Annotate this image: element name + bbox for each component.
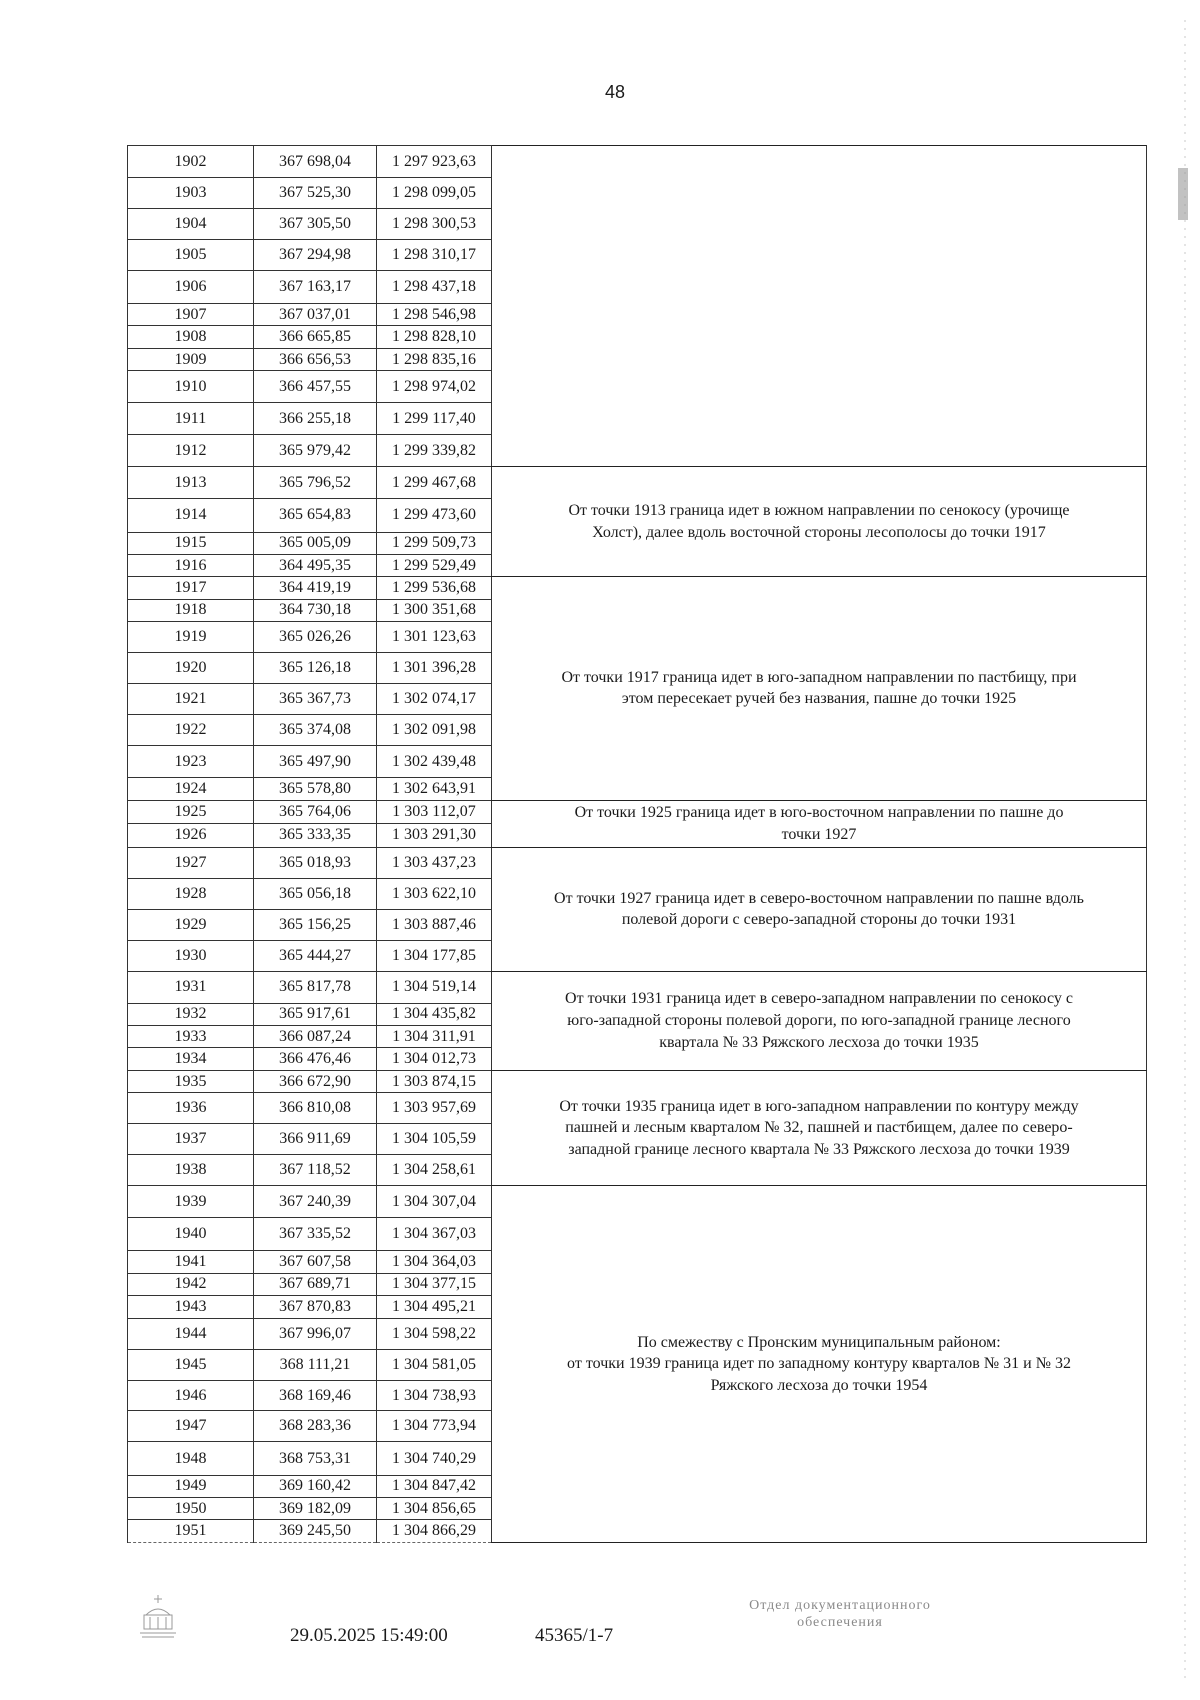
description-line: квартала № 33 Ряжского лесхоза до точки 1935	[659, 1033, 979, 1051]
x-coordinate-cell: 367 240,39	[254, 1186, 377, 1218]
boundary-description-cell	[492, 1070, 1147, 1185]
x-coordinate-cell: 366 656,53	[254, 348, 377, 370]
x-coordinate-cell: 367 525,30	[254, 178, 377, 209]
point-number-cell: 1928	[128, 878, 254, 909]
y-coordinate-cell: 1 303 437,23	[377, 847, 492, 878]
x-coordinate-cell: 365 126,18	[254, 653, 377, 684]
description-line: от точки 1939 граница идет по западному контуру кварталов № 31 и № 32	[567, 1355, 1071, 1373]
point-number-cell: 1908	[128, 326, 254, 348]
point-number-cell: 1924	[128, 778, 254, 800]
y-coordinate-cell: 1 304 258,61	[377, 1155, 492, 1186]
boundary-description-cell	[492, 146, 1147, 467]
point-number-cell: 1904	[128, 209, 254, 240]
y-coordinate-cell: 1 304 012,73	[377, 1048, 492, 1070]
y-coordinate-cell: 1 297 923,63	[377, 146, 492, 178]
x-coordinate-cell: 365 817,78	[254, 971, 377, 1003]
y-coordinate-cell: 1 298 546,98	[377, 304, 492, 326]
x-coordinate-cell: 367 335,52	[254, 1218, 377, 1251]
x-coordinate-cell: 365 979,42	[254, 435, 377, 467]
y-coordinate-cell: 1 304 377,15	[377, 1273, 492, 1295]
point-number-cell: 1938	[128, 1155, 254, 1186]
point-number-cell: 1932	[128, 1003, 254, 1025]
x-coordinate-cell: 365 156,25	[254, 909, 377, 940]
x-coordinate-cell: 367 698,04	[254, 146, 377, 178]
x-coordinate-cell: 366 255,18	[254, 403, 377, 435]
point-number-cell: 1926	[128, 824, 254, 848]
x-coordinate-cell: 367 037,01	[254, 304, 377, 326]
x-coordinate-cell: 368 283,36	[254, 1411, 377, 1442]
point-number-cell: 1944	[128, 1318, 254, 1349]
description-line: От точки 1931 граница идет в северо-западном направлении по сенокосу с	[565, 990, 1073, 1008]
x-coordinate-cell: 366 810,08	[254, 1093, 377, 1124]
point-number-cell: 1934	[128, 1048, 254, 1070]
x-coordinate-cell: 367 163,17	[254, 270, 377, 303]
x-coordinate-cell: 368 169,46	[254, 1380, 377, 1411]
y-coordinate-cell: 1 298 310,17	[377, 239, 492, 270]
y-coordinate-cell: 1 298 835,16	[377, 348, 492, 370]
y-coordinate-cell: 1 304 738,93	[377, 1380, 492, 1411]
point-number-cell: 1903	[128, 178, 254, 209]
x-coordinate-cell: 366 476,46	[254, 1048, 377, 1070]
y-coordinate-cell: 1 304 773,94	[377, 1411, 492, 1442]
y-coordinate-cell: 1 299 529,49	[377, 554, 492, 576]
x-coordinate-cell: 365 497,90	[254, 746, 377, 778]
point-number-cell: 1914	[128, 499, 254, 532]
point-number-cell: 1913	[128, 467, 254, 499]
x-coordinate-cell: 366 087,24	[254, 1026, 377, 1048]
point-number-cell: 1942	[128, 1273, 254, 1295]
x-coordinate-cell: 367 305,50	[254, 209, 377, 240]
x-coordinate-cell: 366 457,55	[254, 371, 377, 403]
point-number-cell: 1941	[128, 1251, 254, 1273]
footer-document-number: 45365/1-7	[535, 1625, 614, 1646]
point-number-cell: 1927	[128, 847, 254, 878]
boundary-description-cell	[492, 971, 1147, 1070]
y-coordinate-cell: 1 298 300,53	[377, 209, 492, 240]
y-coordinate-cell: 1 302 643,91	[377, 778, 492, 800]
x-coordinate-cell: 366 911,69	[254, 1124, 377, 1155]
point-number-cell: 1935	[128, 1070, 254, 1092]
y-coordinate-cell: 1 298 099,05	[377, 178, 492, 209]
y-coordinate-cell: 1 302 091,98	[377, 715, 492, 746]
y-coordinate-cell: 1 304 598,22	[377, 1318, 492, 1349]
x-coordinate-cell: 369 245,50	[254, 1520, 377, 1543]
x-coordinate-cell: 367 294,98	[254, 239, 377, 270]
x-coordinate-cell: 368 111,21	[254, 1349, 377, 1380]
point-number-cell: 1912	[128, 435, 254, 467]
table-row	[128, 800, 1147, 824]
point-number-cell: 1910	[128, 371, 254, 403]
y-coordinate-cell: 1 304 364,03	[377, 1251, 492, 1273]
y-coordinate-cell: 1 304 581,05	[377, 1349, 492, 1380]
y-coordinate-cell: 1 304 740,29	[377, 1442, 492, 1475]
point-number-cell: 1915	[128, 532, 254, 554]
y-coordinate-cell: 1 303 622,10	[377, 878, 492, 909]
scan-edge-marks	[1176, 0, 1190, 1695]
point-number-cell: 1902	[128, 146, 254, 178]
table-row	[128, 146, 1147, 178]
x-coordinate-cell: 369 182,09	[254, 1497, 377, 1519]
point-number-cell: 1946	[128, 1380, 254, 1411]
table-row	[128, 577, 1147, 599]
x-coordinate-cell: 367 689,71	[254, 1273, 377, 1295]
description-line: От точки 1935 граница идет в юго-западном направлении по контуру между	[559, 1097, 1079, 1115]
point-number-cell: 1947	[128, 1411, 254, 1442]
description-line: От точки 1917 граница идет в юго-западном направлении по пастбищу, при	[561, 668, 1077, 686]
stamp-emblem-icon	[136, 1593, 180, 1645]
y-coordinate-cell: 1 304 311,91	[377, 1026, 492, 1048]
footer-department-stamp	[690, 1598, 990, 1632]
y-coordinate-cell: 1 303 112,07	[377, 800, 492, 824]
description-line: По смежеству с Пронским муниципальным районом:	[637, 1333, 1001, 1351]
point-number-cell: 1925	[128, 800, 254, 824]
point-number-cell: 1916	[128, 554, 254, 576]
department-line-1: Отдел документационного	[749, 1598, 931, 1613]
point-number-cell: 1920	[128, 653, 254, 684]
x-coordinate-cell: 365 578,80	[254, 778, 377, 800]
department-line-2: обеспечения	[797, 1614, 883, 1630]
y-coordinate-cell: 1 304 519,14	[377, 971, 492, 1003]
x-coordinate-cell: 365 367,73	[254, 684, 377, 715]
x-coordinate-cell: 364 419,19	[254, 577, 377, 599]
description-line: Ряжского лесхоза до точки 1954	[710, 1376, 928, 1394]
y-coordinate-cell: 1 300 351,68	[377, 599, 492, 621]
footer-timestamp: 29.05.2025 15:49:00	[290, 1625, 448, 1646]
y-coordinate-cell: 1 303 957,69	[377, 1093, 492, 1124]
y-coordinate-cell: 1 299 536,68	[377, 577, 492, 599]
y-coordinate-cell: 1 299 339,82	[377, 435, 492, 467]
x-coordinate-cell: 365 654,83	[254, 499, 377, 532]
page-number: 48	[604, 82, 626, 102]
x-coordinate-cell: 366 672,90	[254, 1070, 377, 1092]
point-number-cell: 1943	[128, 1296, 254, 1318]
x-coordinate-cell: 367 607,58	[254, 1251, 377, 1273]
point-number-cell: 1933	[128, 1026, 254, 1048]
point-number-cell: 1922	[128, 715, 254, 746]
x-coordinate-cell: 365 005,09	[254, 532, 377, 554]
coordinates-table-wrap	[127, 145, 1147, 1543]
boundary-description-cell	[492, 1186, 1147, 1543]
point-number-cell: 1919	[128, 622, 254, 653]
description-line: От точки 1925 граница идет в юго-восточном направлении по пашне до	[574, 804, 1064, 822]
point-number-cell: 1948	[128, 1442, 254, 1475]
point-number-cell: 1923	[128, 746, 254, 778]
description-line: этом пересекает ручей без названия, пашне до точки 1925	[621, 690, 1017, 708]
y-coordinate-cell: 1 303 887,46	[377, 909, 492, 940]
y-coordinate-cell: 1 298 437,18	[377, 270, 492, 303]
y-coordinate-cell: 1 304 435,82	[377, 1003, 492, 1025]
x-coordinate-cell: 365 917,61	[254, 1003, 377, 1025]
y-coordinate-cell: 1 304 866,29	[377, 1520, 492, 1543]
point-number-cell: 1909	[128, 348, 254, 370]
description-line: пашней и лесным кварталом № 32, пашней и пастбищем, далее по северо-	[565, 1119, 1073, 1137]
boundary-description-cell	[492, 800, 1147, 847]
point-number-cell: 1911	[128, 403, 254, 435]
point-number-cell: 1945	[128, 1349, 254, 1380]
x-coordinate-cell: 365 374,08	[254, 715, 377, 746]
x-coordinate-cell: 365 018,93	[254, 847, 377, 878]
description-line: Холст), далее вдоль восточной стороны лесополосы до точки 1917	[592, 523, 1046, 541]
point-number-cell: 1917	[128, 577, 254, 599]
x-coordinate-cell: 365 764,06	[254, 800, 377, 824]
description-line: полевой дороги с северо-западной стороны до точки 1931	[621, 911, 1017, 929]
boundary-description-cell	[492, 577, 1147, 800]
point-number-cell: 1918	[128, 599, 254, 621]
y-coordinate-cell: 1 301 123,63	[377, 622, 492, 653]
x-coordinate-cell: 365 796,52	[254, 467, 377, 499]
x-coordinate-cell: 367 870,83	[254, 1296, 377, 1318]
y-coordinate-cell: 1 299 467,68	[377, 467, 492, 499]
x-coordinate-cell: 368 753,31	[254, 1442, 377, 1475]
y-coordinate-cell: 1 298 828,10	[377, 326, 492, 348]
x-coordinate-cell: 367 118,52	[254, 1155, 377, 1186]
table-row	[128, 1070, 1147, 1092]
x-coordinate-cell: 364 495,35	[254, 554, 377, 576]
y-coordinate-cell: 1 299 117,40	[377, 403, 492, 435]
y-coordinate-cell: 1 304 307,04	[377, 1186, 492, 1218]
y-coordinate-cell: 1 302 074,17	[377, 684, 492, 715]
description-line: От точки 1927 граница идет в северо-восточном направлении по пашне вдоль	[554, 889, 1084, 907]
point-number-cell: 1907	[128, 304, 254, 326]
x-coordinate-cell: 367 996,07	[254, 1318, 377, 1349]
point-number-cell: 1930	[128, 940, 254, 971]
point-number-cell: 1950	[128, 1497, 254, 1519]
x-coordinate-cell: 369 160,42	[254, 1475, 377, 1497]
description-line: западной границе лесного квартала № 33 Ряжского лесхоза до точки 1939	[568, 1140, 1070, 1158]
point-number-cell: 1929	[128, 909, 254, 940]
x-coordinate-cell: 365 056,18	[254, 878, 377, 909]
y-coordinate-cell: 1 304 495,21	[377, 1296, 492, 1318]
point-number-cell: 1905	[128, 239, 254, 270]
y-coordinate-cell: 1 303 874,15	[377, 1070, 492, 1092]
table-row	[128, 467, 1147, 499]
y-coordinate-cell: 1 304 367,03	[377, 1218, 492, 1251]
x-coordinate-cell: 366 665,85	[254, 326, 377, 348]
table-row	[128, 971, 1147, 1003]
description-line: От точки 1913 граница идет в южном направлении по сенокосу (урочище	[568, 502, 1070, 520]
point-number-cell: 1940	[128, 1218, 254, 1251]
x-coordinate-cell: 364 730,18	[254, 599, 377, 621]
description-line: точки 1927	[781, 825, 857, 843]
y-coordinate-cell: 1 301 396,28	[377, 653, 492, 684]
point-number-cell: 1949	[128, 1475, 254, 1497]
point-number-cell: 1951	[128, 1520, 254, 1543]
x-coordinate-cell: 365 026,26	[254, 622, 377, 653]
point-number-cell: 1937	[128, 1124, 254, 1155]
y-coordinate-cell: 1 298 974,02	[377, 371, 492, 403]
boundary-description-cell	[492, 847, 1147, 971]
point-number-cell: 1931	[128, 971, 254, 1003]
point-number-cell: 1939	[128, 1186, 254, 1218]
boundary-description-cell	[492, 467, 1147, 577]
y-coordinate-cell: 1 303 291,30	[377, 824, 492, 848]
table-row	[128, 847, 1147, 878]
y-coordinate-cell: 1 304 177,85	[377, 940, 492, 971]
y-coordinate-cell: 1 299 473,60	[377, 499, 492, 532]
table-row	[128, 1186, 1147, 1218]
description-line: юго-западной стороны полевой дороги, по юго-западной границе лесного	[567, 1011, 1071, 1029]
y-coordinate-cell: 1 299 509,73	[377, 532, 492, 554]
point-number-cell: 1936	[128, 1093, 254, 1124]
coordinates-table	[127, 145, 1147, 1543]
x-coordinate-cell: 365 444,27	[254, 940, 377, 971]
point-number-cell: 1906	[128, 270, 254, 303]
y-coordinate-cell: 1 304 856,65	[377, 1497, 492, 1519]
point-number-cell: 1921	[128, 684, 254, 715]
y-coordinate-cell: 1 302 439,48	[377, 746, 492, 778]
y-coordinate-cell: 1 304 105,59	[377, 1124, 492, 1155]
x-coordinate-cell: 365 333,35	[254, 824, 377, 848]
y-coordinate-cell: 1 304 847,42	[377, 1475, 492, 1497]
